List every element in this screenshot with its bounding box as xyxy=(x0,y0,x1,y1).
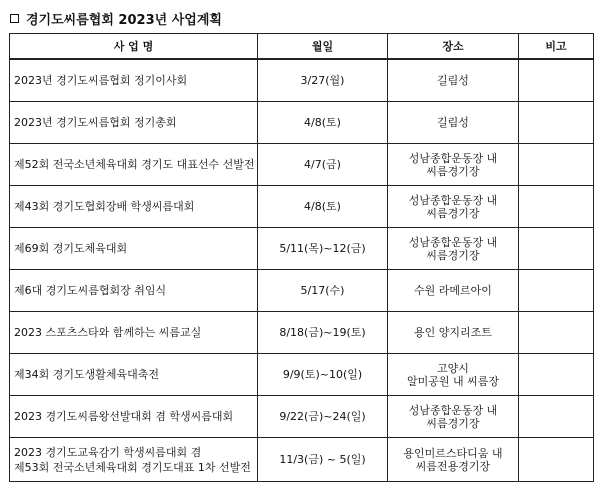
cell-note xyxy=(519,438,594,482)
cell-date: 5/11(목)~12(금) xyxy=(258,228,388,270)
table-row xyxy=(10,354,594,396)
table-header-row xyxy=(10,34,594,60)
cell-note xyxy=(519,228,594,270)
table-row xyxy=(10,186,594,228)
table-row xyxy=(10,270,594,312)
cell-note xyxy=(519,396,594,438)
cell-date: 8/18(금)~19(토) xyxy=(258,312,388,354)
column-header-date: 월일 xyxy=(258,34,388,60)
business-name-line: 제69회 경기도체육대회 xyxy=(14,242,128,255)
place-line: 고양시 xyxy=(437,361,469,375)
cell-business-name xyxy=(10,102,258,144)
cell-place xyxy=(388,186,519,228)
business-name-line: 제34회 경기도생활체육대축전 xyxy=(14,368,160,381)
cell-place xyxy=(388,438,519,482)
cell-date: 4/8(토) xyxy=(258,102,388,144)
place-line: 씨름경기장 xyxy=(426,248,480,262)
table-row xyxy=(10,396,594,438)
cell-note xyxy=(519,354,594,396)
place-line: 성남종합운동장 내 xyxy=(408,193,498,207)
place-line: 씨름경기장 xyxy=(426,206,480,220)
place-line: 용인미르스타디움 내 xyxy=(403,446,503,460)
place-line: 성남종합운동장 내 xyxy=(408,403,498,417)
cell-business-name xyxy=(10,312,258,354)
cell-place xyxy=(388,270,519,312)
business-name-line: 2023년 경기도씨름협회 정기총회 xyxy=(14,116,177,129)
place-line: 성남종합운동장 내 xyxy=(408,235,498,249)
place-line: 용인 양지리조트 xyxy=(414,326,492,339)
business-name-line: 2023 스포츠스타와 함께하는 씨름교실 xyxy=(14,326,202,339)
cell-business-name xyxy=(10,396,258,438)
cell-date: 11/3(금) ~ 5(일) xyxy=(258,438,388,482)
cell-place xyxy=(388,144,519,186)
table-row xyxy=(10,102,594,144)
cell-business-name xyxy=(10,59,258,102)
cell-date: 9/22(금)~24(일) xyxy=(258,396,388,438)
cell-date: 9/9(토)~10(일) xyxy=(258,354,388,396)
business-name-line: 제53회 전국소년체육대회 경기도대표 1차 선발전 xyxy=(14,460,251,474)
cell-note xyxy=(519,59,594,102)
business-name-line: 2023년 경기도씨름협회 정기이사회 xyxy=(14,74,188,87)
cell-business-name xyxy=(10,438,258,482)
table-row xyxy=(10,312,594,354)
column-header-place: 장소 xyxy=(388,34,519,60)
cell-note xyxy=(519,186,594,228)
cell-date: 4/7(금) xyxy=(258,144,388,186)
page-title-text: 경기도씨름협회 2023년 사업계획 xyxy=(26,12,222,28)
cell-business-name xyxy=(10,144,258,186)
table-row xyxy=(10,438,594,482)
business-name-line: 2023 경기도씨름왕선발대회 겸 학생씨름대회 xyxy=(14,410,234,423)
table-row xyxy=(10,228,594,270)
business-name-line: 제6대 경기도씨름협회장 취임식 xyxy=(14,284,167,297)
cell-date: 3/27(월) xyxy=(258,59,388,102)
table-row xyxy=(10,144,594,186)
cell-note xyxy=(519,144,594,186)
cell-date: 4/8(토) xyxy=(258,186,388,228)
cell-business-name xyxy=(10,270,258,312)
cell-place xyxy=(388,354,519,396)
place-line: 길림성 xyxy=(437,74,469,87)
cell-note xyxy=(519,270,594,312)
cell-place xyxy=(388,312,519,354)
business-plan-table xyxy=(9,33,594,482)
cell-business-name xyxy=(10,186,258,228)
table-body xyxy=(10,59,594,482)
place-line: 길림성 xyxy=(437,116,469,129)
cell-note xyxy=(519,312,594,354)
cell-place xyxy=(388,396,519,438)
cell-note xyxy=(519,102,594,144)
place-line: 수원 라메르아이 xyxy=(414,284,492,297)
cell-place xyxy=(388,228,519,270)
business-name-line: 제52회 전국소년체육대회 경기도 대표선수 선발전 xyxy=(14,158,255,171)
column-header-note: 비고 xyxy=(519,34,594,60)
cell-date: 5/17(수) xyxy=(258,270,388,312)
cell-business-name xyxy=(10,228,258,270)
place-line: 성남종합운동장 내 xyxy=(408,151,498,165)
cell-business-name xyxy=(10,354,258,396)
business-name-line: 2023 경기도교육감기 학생씨름대회 겸 xyxy=(14,445,202,459)
column-header-name: 사 업 명 xyxy=(10,34,258,60)
table-row xyxy=(10,59,594,102)
cell-place xyxy=(388,102,519,144)
place-line: 알미공원 내 씨름장 xyxy=(406,374,499,388)
square-bullet-icon xyxy=(10,14,19,23)
place-line: 씨름경기장 xyxy=(426,416,480,430)
business-name-line: 제43회 경기도협회장배 학생씨름대회 xyxy=(14,200,195,213)
cell-place xyxy=(388,59,519,102)
page-title xyxy=(10,8,222,28)
place-line: 씨름전용경기장 xyxy=(415,459,491,473)
place-line: 씨름경기장 xyxy=(426,164,480,178)
